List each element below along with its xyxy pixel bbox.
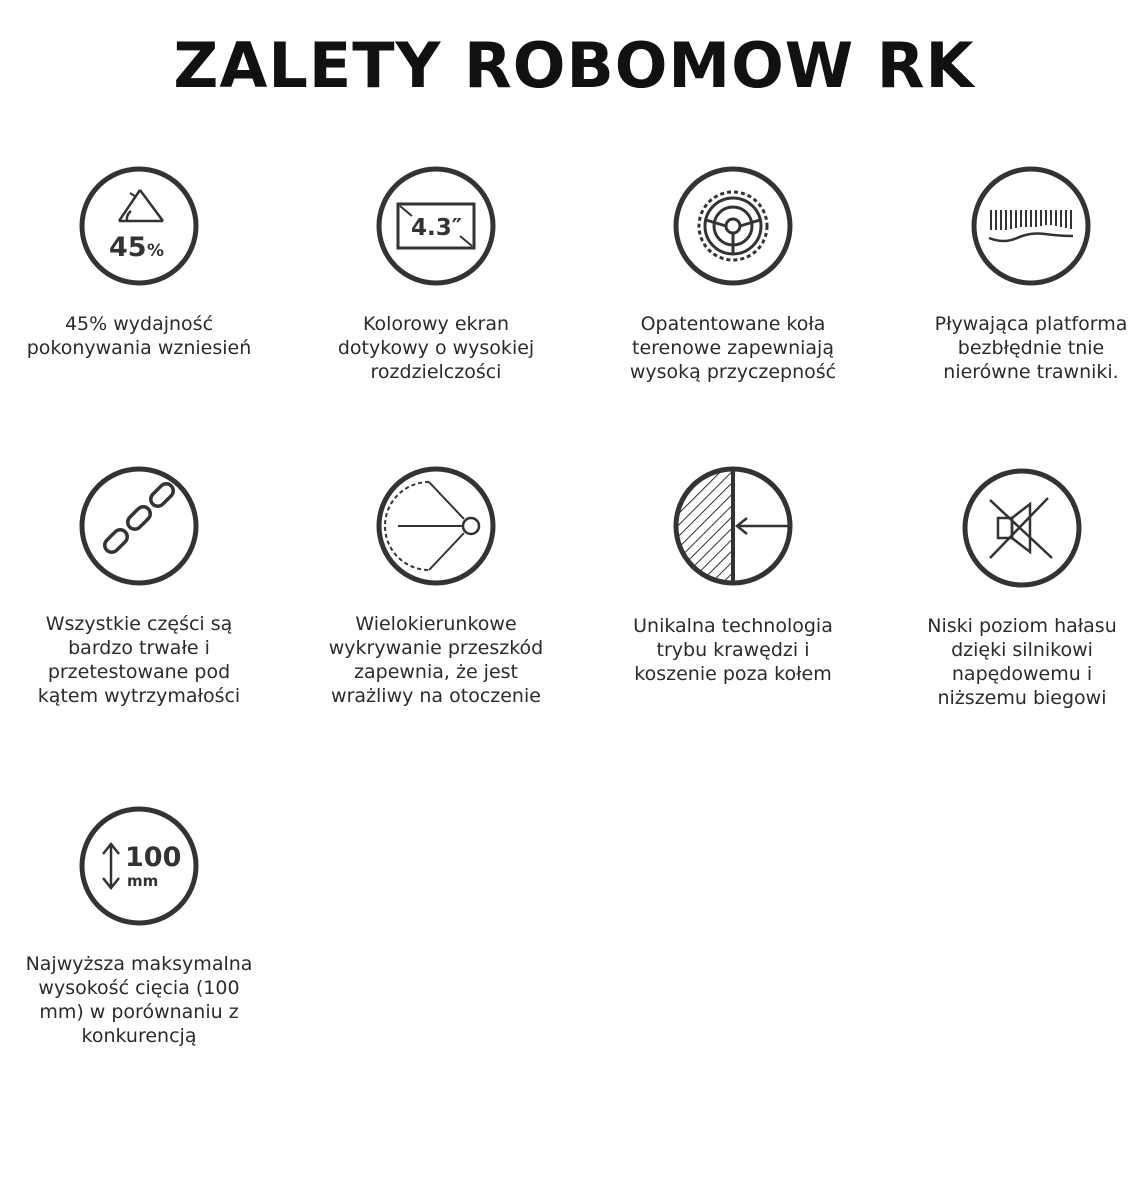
feature-caption-deck: Pływająca platforma bezbłędnie tnie nierówne trawniki.	[934, 313, 1128, 383]
feature-caption-obstacles: Wielokierunkowe wykrywanie przeszkód zapewnia, że jest wrażliwy na otoczenie	[328, 613, 544, 707]
cut-height-unit: mm	[127, 872, 159, 890]
feature-caption-durability: Wszystkie części są bardzo trwałe i przetestowane pod kątem wytrzymałości	[37, 613, 241, 707]
feature-caption-noise: Niski poziom hałasu dzięki silnikowi napędowemu i niższemu biegowi	[927, 615, 1117, 709]
feature-caption-cut-height: Najwyższa maksymalna wysokość cięcia (100 mm) w porównaniu z konkurencją	[25, 953, 253, 1047]
feature-caption-screen: Kolorowy ekran dotykowy o wysokiej rozdzielczości	[337, 313, 535, 383]
chain-icon	[77, 464, 201, 588]
slope-45-icon	[77, 164, 201, 288]
slope-icon-value: 45	[109, 232, 147, 263]
edge-mode-icon	[671, 464, 795, 588]
floating-deck-icon	[969, 164, 1093, 288]
wheel-icon	[671, 164, 795, 288]
feature-caption-wheels: Opatentowane koła terenowe zapewniają wysoką przyczepność	[629, 313, 837, 383]
screen-size-label: 4.3″	[411, 215, 463, 241]
feature-caption-slope: 45% wydajność pokonywania wzniesień	[26, 313, 252, 359]
cut-height-value: 100	[125, 842, 182, 873]
touchscreen-icon	[374, 164, 498, 288]
mute-speaker-icon	[960, 466, 1084, 590]
obstacle-detection-icon	[374, 464, 498, 588]
cut-height-icon	[77, 804, 201, 928]
feature-caption-edge: Unikalna technologia trybu krawędzi i koszenie poza kołem	[633, 615, 833, 685]
slope-icon-unit: %	[147, 241, 165, 261]
page-title: ZALETY ROBOMOW RK	[173, 29, 975, 102]
